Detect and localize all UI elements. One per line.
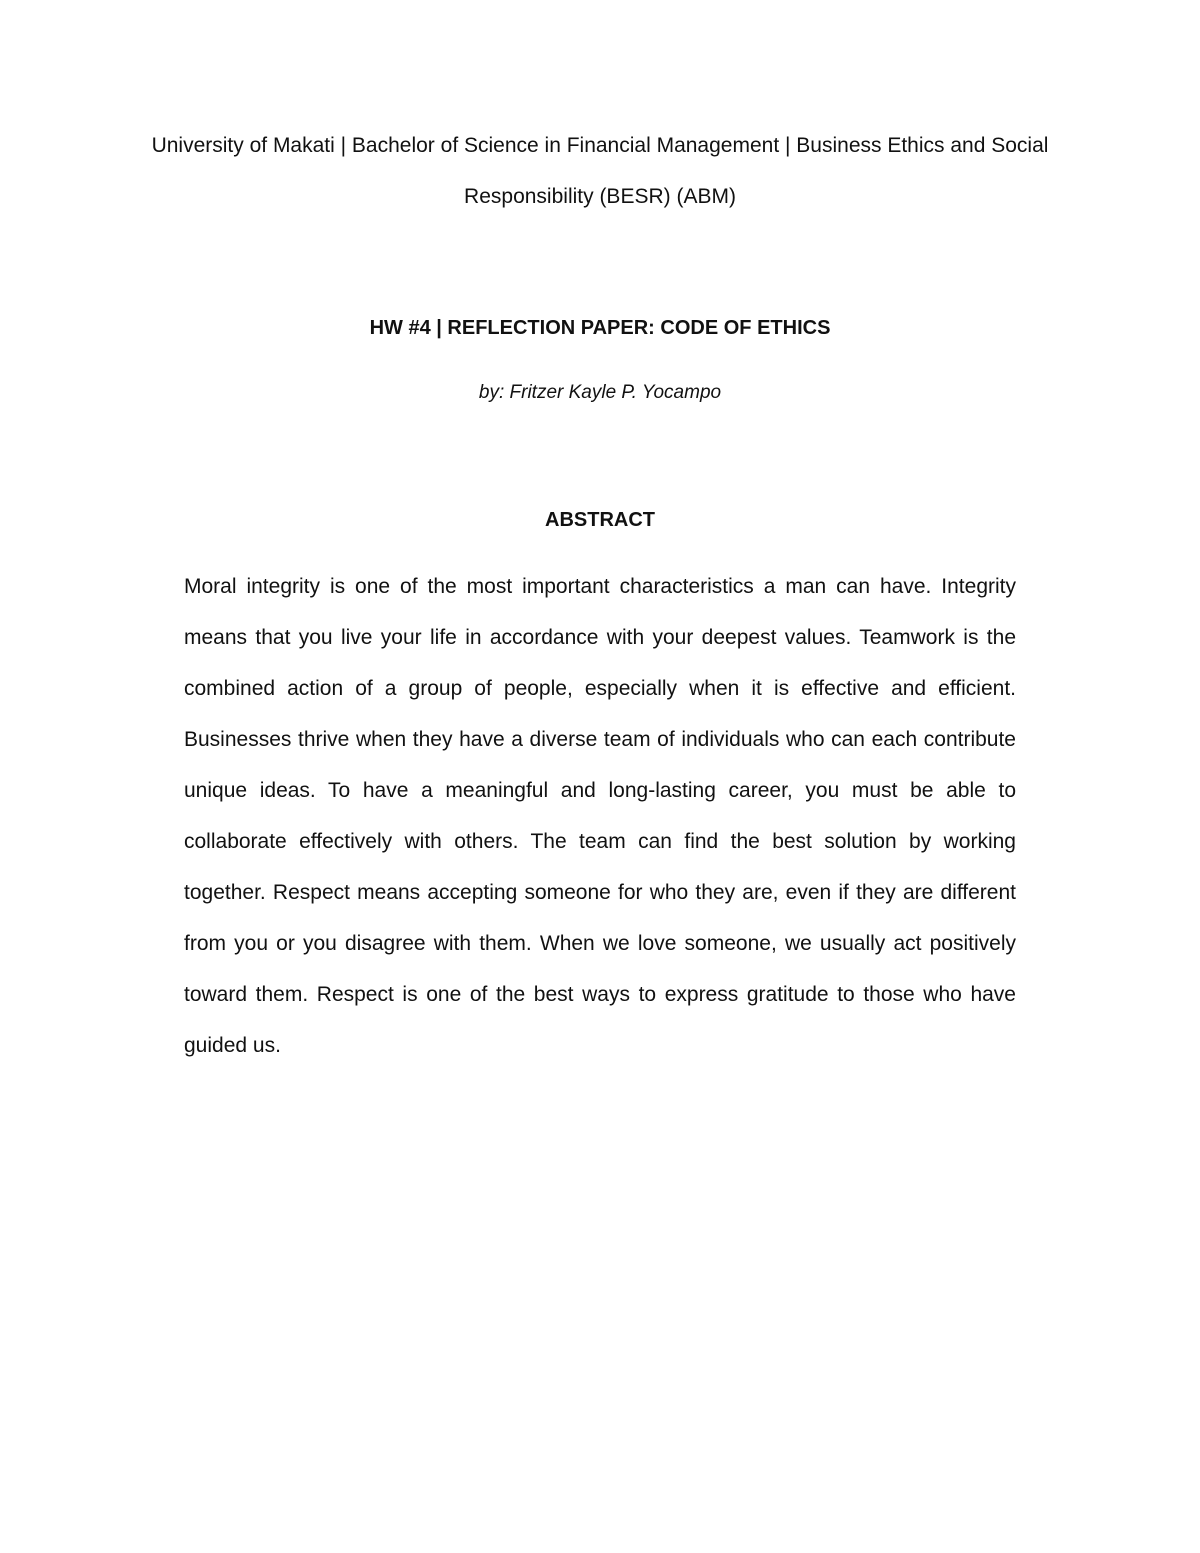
abstract-heading: ABSTRACT bbox=[545, 509, 655, 531]
abstract-body: Moral integrity is one of the most important characteristics a man can have. Integrity means that you live your life in accordance with your deepest values. Teamwork is the combined action of a group of people, especially when it is effective and efficient. Businesses thrive when they have a diverse team of individuals who can each contribute unique ideas. To have a meaningful and long-lasting career, you must be able to collaborate effectively with others. The team can find the best solution by working together. Respect means accepting someone for who they are, even if they are different from you or you disagree with them. When we love someone, we usually act positively toward them. Respect is one of the best ways to express gratitude to those who have guided us. bbox=[184, 575, 1016, 1057]
document-header: University of Makati | Bachelor of Science in Financial Management | Business Ethics and Social Responsibility (BESR) (ABM) bbox=[151, 134, 1049, 208]
author-byline: by: Fritzer Kayle P. Yocampo bbox=[478, 382, 722, 403]
document-title: HW #4 | REFLECTION PAPER: CODE OF ETHICS bbox=[369, 317, 831, 339]
